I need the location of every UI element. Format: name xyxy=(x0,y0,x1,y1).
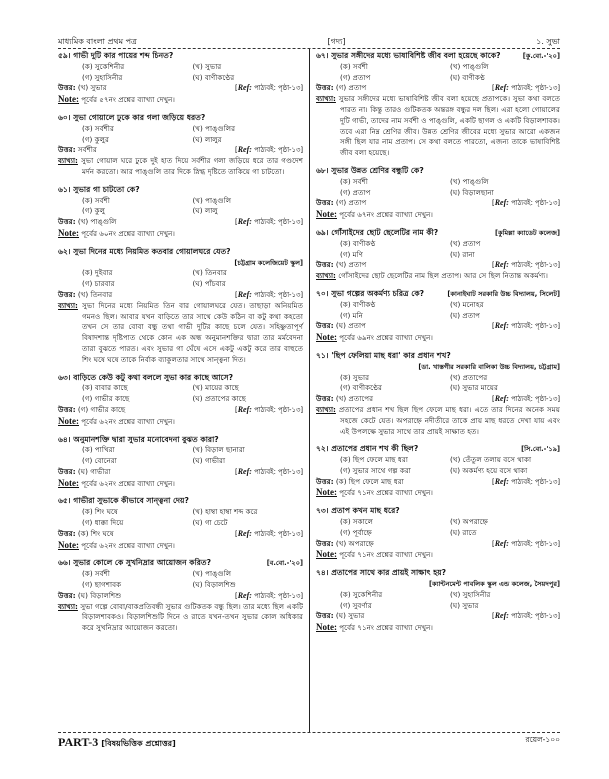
reference: [Ref: পাঠ্যবই: পৃষ্ঠা-১৩] xyxy=(235,466,303,476)
option: (ঘ) সুভার মায়ের xyxy=(450,383,498,393)
reference: [Ref: পাঠ্যবই: পৃষ্ঠা-১৩] xyxy=(492,394,560,404)
answer-row xyxy=(316,83,560,94)
right-column xyxy=(309,49,560,732)
option: (ঘ) রানা xyxy=(450,249,475,259)
reference: [Ref: পাঠ্যবই: পৃষ্ঠা-১৩] xyxy=(235,83,303,93)
option: (ক) সর্বশী xyxy=(340,176,368,186)
option: (ক) সর্বশী xyxy=(340,61,368,71)
footer-part: PART-3 [বিষয়ভিত্তিক প্রশ্নোত্তর] xyxy=(58,735,176,749)
question-item xyxy=(316,568,560,634)
options xyxy=(58,445,303,467)
note-text: পূর্বের ৭১নং প্রশ্নের ব্যাখ্যা দেখুন। xyxy=(339,550,433,560)
options xyxy=(316,517,560,539)
option: (ক) পাখিরা xyxy=(82,445,115,455)
options xyxy=(58,124,303,146)
question-title xyxy=(316,166,560,177)
question-text: সুভার গা চাটতো কে? xyxy=(73,184,140,194)
option: (ঘ) বাণীকণ্ঠের xyxy=(192,72,235,82)
option: (খ) সুহাসিনীর xyxy=(450,589,491,599)
question-item xyxy=(58,435,303,490)
answer-text: সর্বশীর xyxy=(77,145,97,155)
answer-row xyxy=(316,477,560,488)
question-source: [ডা. খাস্তগীর সরকারি বালিকা উচ্চ বিদ্যালয়, চট্টগ্রাম] xyxy=(418,362,560,371)
note-text: পূর্বের ৬২নং প্রশ্নের ব্যাখ্যা দেখুন। xyxy=(81,478,175,488)
answer-text: (ক) শিং ঘষে xyxy=(77,528,114,538)
option: (খ) পাঙ্গুলি xyxy=(192,195,232,205)
question-number: ৬৭। xyxy=(316,51,329,60)
reference: [Ref: পাঠ্যবই: পৃষ্ঠা-১৩] xyxy=(492,83,560,93)
option: (ঘ) গা চেটে xyxy=(192,518,228,528)
answer-row xyxy=(58,83,303,94)
options xyxy=(58,62,303,84)
question-number: ৫৯। xyxy=(58,51,71,60)
answer-row xyxy=(58,290,303,301)
answer-row xyxy=(316,539,560,550)
option: (ঘ) সুভার xyxy=(450,600,479,610)
note xyxy=(58,540,303,552)
reference: [Ref: পাঠ্যবই: পৃষ্ঠা-১৩] xyxy=(235,145,303,155)
option: (খ) বিড়াল ছানারা xyxy=(192,445,245,455)
explanation-label: ব্যাখ্যা: xyxy=(58,300,78,310)
option: (ঘ) লালু xyxy=(192,206,218,216)
question-item xyxy=(316,51,560,159)
note xyxy=(58,228,303,240)
question-source: [চট্টগ্রাম কলেজিয়েট স্কুল] xyxy=(234,258,303,267)
option: (ঘ) প্রতাপ xyxy=(450,310,481,320)
option: (ক) সুকেশিনীর xyxy=(82,61,125,71)
question-item xyxy=(58,51,303,106)
option: (খ) পাঙ্গুলি xyxy=(192,569,232,579)
option: (ঘ) বিড়ালশিশু xyxy=(192,580,236,590)
option: (গ) প্রতাপ xyxy=(340,187,371,197)
content-columns xyxy=(58,49,560,732)
question-source: [কুমিল্লা ক্যাডেট কলেজ] xyxy=(495,228,560,237)
question-item xyxy=(58,373,303,428)
page-header xyxy=(58,37,560,48)
answer-text: (খ) প্রতাপ xyxy=(335,260,367,270)
note-text: পূর্বের ৬৭নং প্রশ্নের ব্যাখ্যা দেখুন। xyxy=(339,210,433,220)
explanation-label: ব্যাখ্যা: xyxy=(316,94,336,104)
option: (গ) বোনেরা xyxy=(82,456,117,466)
answer-text: (গ) প্রতাপ xyxy=(335,198,367,208)
option: (ক) সুভার xyxy=(340,372,370,382)
option: (ক) শিং ঘষে xyxy=(82,507,118,517)
question-title xyxy=(316,289,560,300)
note xyxy=(58,478,303,490)
option: (ঘ) পাঁচবার xyxy=(192,279,226,289)
options xyxy=(316,177,560,199)
question-text: সুভা দিনের মধ্যে নিয়মিত কতবার গোয়ালঘরে যেত? xyxy=(73,246,231,256)
note-label: Note: xyxy=(58,227,79,238)
question-source: [কানাইঘাট সরকারি উচ্চ বিদ্যালয়, সিলেট] xyxy=(447,289,560,298)
question-number: ৭৩। xyxy=(316,506,329,516)
options xyxy=(316,373,560,395)
note-label: Note: xyxy=(316,332,337,343)
explanation xyxy=(58,602,303,634)
option: (ঘ) বিড়ালছানা xyxy=(450,187,494,197)
answer-text: (ঘ) বিড়ালশিশু xyxy=(77,590,122,600)
explanation-label: ব্যাখ্যা: xyxy=(58,601,78,611)
answer-label: উত্তর: xyxy=(58,145,76,155)
option: (গ) সুবর্ণার xyxy=(340,600,372,610)
question-number: ৭২। xyxy=(316,444,329,454)
question-text: প্রতাপ কখন মাছ ধরে? xyxy=(331,506,400,516)
reference: [Ref: পাঠ্যবই: পৃষ্ঠা-১৩] xyxy=(235,217,303,227)
question-title xyxy=(316,228,560,239)
answer-row xyxy=(316,260,560,271)
option: (ঘ) গাভীরা xyxy=(192,456,226,466)
options xyxy=(58,196,303,218)
question-item xyxy=(316,166,560,221)
note xyxy=(58,94,303,106)
option: (খ) মায়ের কাছে xyxy=(192,383,239,393)
option: (ক) ছিপ ফেলে মাছ ধরা xyxy=(340,455,408,465)
answer-label: উত্তর: xyxy=(58,404,76,414)
answer-label: উত্তর: xyxy=(316,321,334,331)
note xyxy=(58,416,303,428)
note xyxy=(316,549,560,561)
explanation xyxy=(316,271,560,282)
options xyxy=(316,455,560,477)
question-title xyxy=(58,51,303,62)
answer-row xyxy=(316,394,560,405)
answer-text: (ঘ) প্রতাপ xyxy=(335,321,366,331)
reference: [Ref: পাঠ্যবই: পৃষ্ঠা-১৩] xyxy=(235,289,303,299)
answer-row xyxy=(316,611,560,622)
option: (ঘ) রাতে xyxy=(450,527,477,537)
question-source: [সি.বো.-'১৯] xyxy=(521,445,560,454)
question-text: গোঁসাইদের ছোট ছেলেটির নাম কী? xyxy=(331,227,439,237)
question-title xyxy=(58,373,303,384)
option: (গ) মনি xyxy=(340,310,363,320)
note xyxy=(316,209,560,221)
answer-label: উত্তর: xyxy=(58,289,76,299)
question-number: ৬৫। xyxy=(58,496,71,506)
option: (গ) কুলু xyxy=(82,206,105,216)
reference: [Ref: পাঠ্যবই: পৃষ্ঠা-১৩] xyxy=(235,404,303,414)
explanation-text: প্রতাপের প্রধান শখ ছিল ছিপ ফেলে মাছ ধরা। এতে তার দিনের অনেক সময় সহজে কেটে যেত। অপরাহ্নে নদীতীরে তাকে প্রায় মাছ ধরতে দেখা যায় এবং এই উপলক্ষে সুভার সাথে তার প্রায়ই সাক্ষাত হত। xyxy=(338,404,560,436)
question-item xyxy=(316,351,560,437)
page-footer xyxy=(58,733,560,751)
option: (ক) দুইবার xyxy=(82,268,113,278)
question-text: সুভার সঙ্গীদের মধ্যে ভাষাবিশিষ্ট জীব বলা হয়েছে কাকে? xyxy=(331,51,501,60)
note xyxy=(316,622,560,634)
answer-text: (খ) পাঙ্গুলি xyxy=(77,217,117,227)
answer-label: উত্তর: xyxy=(316,476,334,486)
question-item xyxy=(58,496,303,551)
question-text: গাভী দুটি কার পায়ের শব্দ চিনত? xyxy=(73,51,174,60)
question-item xyxy=(58,247,303,366)
reference: [Ref: পাঠ্যবই: পৃষ্ঠা-১৩] xyxy=(235,528,303,538)
question-text: সুভার কোলে কে সুখনিদ্রার আয়োজন করিত? xyxy=(73,558,212,568)
question-number: ৭০। xyxy=(316,288,329,298)
option: (ক) সকালে xyxy=(340,517,374,527)
answer-text: (ক) ছিপ ফেলে মাছ ধরা xyxy=(335,476,404,486)
question-title xyxy=(58,558,303,569)
question-item xyxy=(58,558,303,634)
answer-label: উত্তর: xyxy=(316,611,334,621)
question-item xyxy=(58,185,303,240)
question-source: [ব.বো.-'২০] xyxy=(266,559,303,568)
note-text: পূর্বের ৭১নং প্রশ্নের ব্যাখ্যা দেখুন। xyxy=(339,488,433,498)
question-title xyxy=(58,435,303,446)
option: (খ) প্রতাপ xyxy=(450,238,481,248)
question-number: ৬৩। xyxy=(58,372,71,382)
option: (ঘ) লালুর xyxy=(192,134,222,144)
answer-label: উত্তর: xyxy=(58,528,76,538)
note-text: পূর্বের ৬৯নং প্রশ্নের ব্যাখ্যা দেখুন। xyxy=(339,333,433,343)
option: (গ) পূর্বাহ্নে xyxy=(340,527,372,537)
left-column xyxy=(58,49,309,732)
explanation-text: সুভা গল্পে বোবা/বাকপ্রতিবন্ধী সুভার গুটিকতক বন্ধু ছিল। তার মধ্যে ছিল একটি বিড়ালশাবকও। বিড়ালশিশুটি দিনে ও রাতে যখন-তখন সুভার কোল অধিকার করে সুখনিদ্রার আয়োজন করতো। xyxy=(80,601,303,633)
note-label: Note: xyxy=(58,477,79,488)
question-item xyxy=(316,289,560,344)
answer-text: (ঘ) সুভার xyxy=(335,611,365,621)
question-title xyxy=(58,247,303,258)
option: (খ) হাম্বা হাম্বা শব্দ করে xyxy=(192,507,258,517)
question-number: ৬০। xyxy=(58,112,71,122)
answer-label: উত্তর: xyxy=(316,83,334,93)
answer-row xyxy=(316,321,560,332)
question-text: প্রতাপের প্রধান শখ কী ছিল? xyxy=(331,444,419,454)
answer-text: (খ) তিনবার xyxy=(77,289,113,299)
option: (খ) পাঙ্গুলির xyxy=(192,123,236,133)
option: (খ) সুভার xyxy=(192,61,222,71)
option: (গ) সুহাসিনীর xyxy=(82,72,123,82)
option: (গ) ছাগশাবক xyxy=(82,580,122,590)
option: (খ) অপরাহ্নে xyxy=(450,517,488,527)
option: (ঘ) প্রতাপের কাছে xyxy=(192,394,247,404)
options xyxy=(316,62,560,84)
options xyxy=(58,268,303,290)
option: (খ) তেঁতুল তলায় বসে থাকা xyxy=(450,455,532,465)
answer-label: উত্তর: xyxy=(316,394,334,404)
note-text: পূর্বের ৫৭নং প্রশ্নের ব্যাখ্যা দেখুন। xyxy=(81,95,175,105)
question-number: ৭৪। xyxy=(316,568,329,578)
question-number: ৭১। xyxy=(316,350,329,360)
question-text: সুভা গোয়ালে ঢুকে কার গলা জড়িয়ে ধরত? xyxy=(73,112,206,122)
explanation-text: গোঁসাইদের ছোট ছেলেটির নাম ছিল প্রতাপ। আর সে ছিল নিতান্ত অকর্মণ্য। xyxy=(338,271,548,281)
answer-text: (ঘ) গাভীরা xyxy=(77,466,111,476)
question-title xyxy=(316,351,560,362)
note xyxy=(316,332,560,344)
options xyxy=(58,569,303,591)
explanation-label: ব্যাখ্যা: xyxy=(316,404,336,414)
question-text: গাভীরা সুভাকে কীভাবে সান্ত্বনা দেয়? xyxy=(73,496,189,506)
explanation xyxy=(316,94,560,159)
explanation-label: ব্যাখ্যা: xyxy=(316,271,336,281)
question-text: বাড়িতে কেউ কটু কথা বললে সুভা কার কাছে আসে? xyxy=(73,372,234,382)
question-item xyxy=(316,506,560,561)
question-number: ৬২। xyxy=(58,246,71,256)
answer-text: (খ) অপরাহ্নে xyxy=(335,538,374,548)
answer-text: (খ) সুভার xyxy=(77,83,107,93)
reference: [Ref: পাঠ্যবই: পৃষ্ঠা-১৩] xyxy=(492,321,560,331)
option: (গ) মণি xyxy=(340,249,363,259)
option: (খ) পাঙ্গুলি xyxy=(450,176,489,186)
note xyxy=(316,487,560,499)
question-source: [কু.বো.-'২০] xyxy=(522,52,560,60)
question-number: ৬১। xyxy=(58,184,71,194)
header-chapter: ১. সুভা xyxy=(536,37,560,46)
note-label: Note: xyxy=(58,415,79,426)
question-title xyxy=(58,496,303,507)
option: (গ) চারবার xyxy=(82,279,115,289)
note-text: পূর্বের ৬০নং প্রশ্নের ব্যাখ্যা দেখুন। xyxy=(81,228,175,238)
header-subject: মাধ্যমিক বাংলা প্রথম পত্র xyxy=(58,37,137,46)
options xyxy=(316,239,560,261)
question-text: প্রতাপের সাথে কার প্রায়ই সাক্ষাৎ হয়? xyxy=(331,568,447,578)
note-text: পূর্বের ৬২নং প্রশ্নের ব্যাখ্যা দেখুন। xyxy=(81,416,175,426)
option: (ক) সর্বশীর xyxy=(82,123,114,133)
note-label: Note: xyxy=(58,94,79,105)
answer-row xyxy=(58,529,303,540)
footer-page-number: রয়েল-১০০ xyxy=(525,735,560,744)
answer-label: উত্তর: xyxy=(58,217,76,227)
answer-row xyxy=(316,198,560,209)
options xyxy=(316,590,560,612)
note-label: Note: xyxy=(316,549,337,560)
option: (গ) গাভীর কাছে xyxy=(82,394,130,404)
option: (ক) বাবার কাছে xyxy=(82,383,128,393)
header-section: [গদ্য] xyxy=(327,37,346,46)
question-title xyxy=(58,113,303,124)
answer-label: উত্তর: xyxy=(316,260,334,270)
question-text: 'ছিপ ফেলিয়া মাছ ধরা' কার প্রধান শখ? xyxy=(331,350,451,360)
explanation xyxy=(58,156,303,178)
explanation-text: সুভা গোয়াল ঘরে ঢুকে দুই হাত দিয়ে সর্বশীর গলা জড়িয়ে ধরে তার গণ্ডদেশ মর্দন করতো। আর পাঙ্গুলি তার দিকে স্নিগ্ধ দৃষ্টিতে তাকিয়ে গা চাটতো। xyxy=(81,156,303,176)
answer-text: (গ) গাভীর কাছে xyxy=(77,404,126,414)
answer-row xyxy=(58,467,303,478)
answer-label: উত্তর: xyxy=(316,538,334,548)
reference: [Ref: পাঠ্যবই: পৃষ্ঠা-১৩] xyxy=(492,260,560,270)
question-item xyxy=(58,113,303,178)
explanation xyxy=(58,301,303,366)
option: (গ) ধাক্কা দিয়ে xyxy=(82,518,124,528)
answer-label: উত্তর: xyxy=(316,198,334,208)
question-title xyxy=(316,51,560,62)
option: (গ) প্রতাপ xyxy=(340,72,371,82)
explanation-label: ব্যাখ্যা: xyxy=(58,156,78,166)
reference: [Ref: পাঠ্যবই: পৃষ্ঠা-১৩] xyxy=(235,590,303,600)
question-text: সুভা গল্পের অকর্মণ্য চরিত্র কে? xyxy=(331,288,425,298)
question-item xyxy=(316,444,560,499)
reference: [Ref: পাঠ্যবই: পৃষ্ঠা-১৩] xyxy=(492,476,560,486)
reference: [Ref: পাঠ্যবই: পৃষ্ঠা-১৩] xyxy=(492,611,560,621)
answer-row xyxy=(58,145,303,156)
reference: [Ref: পাঠ্যবই: পৃষ্ঠা-১৩] xyxy=(492,198,560,208)
reference: [Ref: পাঠ্যবই: পৃষ্ঠা-১৩] xyxy=(492,538,560,548)
question-number: ৬৮। xyxy=(316,165,329,175)
question-title xyxy=(58,185,303,196)
question-title xyxy=(316,444,560,455)
note-text: পূর্বের ৬২নং প্রশ্নের ব্যাখ্যা দেখুন। xyxy=(81,540,175,550)
options xyxy=(316,300,560,322)
option: (খ) মনোহর xyxy=(450,299,484,309)
option: (ক) বাণীকণ্ঠ xyxy=(340,299,376,309)
answer-text: (খ) প্রতাপের xyxy=(335,394,374,404)
answer-label: উত্তর: xyxy=(58,466,76,476)
option: (ক) সর্বশী xyxy=(82,195,110,205)
question-title xyxy=(316,506,560,517)
document-page xyxy=(58,37,560,751)
option: (ক) বাণীকণ্ঠ xyxy=(340,238,376,248)
option: (গ) সুভার সাথে গল্প করা xyxy=(340,465,411,475)
question-number: ৬৪। xyxy=(58,434,71,444)
note-label: Note: xyxy=(58,539,79,550)
answer-text: (গ) প্রতাপ xyxy=(335,83,367,93)
option: (গ) কুলুর xyxy=(82,134,109,144)
option: (গ) বাণীকণ্ঠের xyxy=(340,383,382,393)
answer-label: উত্তর: xyxy=(58,590,76,600)
explanation-text: সুভার সঙ্গীদের মধ্যে ভাষাবিশিষ্ট জীব বলা হয়েছে প্রতাপকে। সুভা কথা বলতে পারত না। কিন্তু তারও গুটিকতক অন্তরঙ্গ বন্ধুর দল ছিল। এরা হলো গোয়ালের দুটি গাভী, তাদের নাম সর্বশী ও পাঙ্গুলি, একটি ছাগল ও একটি বিড়ালশাবক। তবে এরা নিম্ন শ্রেণির জীব। উন্নত শ্রেণির জীবের মধ্যে সুভার আরো একজন সঙ্গী ছিল যার নাম প্রতাপ। সে কথা বলতে পারতো, এজন্য তাকে ভাষাবিশিষ্ট জীব বলা হয়েছে। xyxy=(338,94,560,158)
question-item xyxy=(316,228,560,282)
option: (খ) প্রতাপের xyxy=(450,372,488,382)
option: (খ) পাঙ্গুলি xyxy=(450,61,489,71)
question-title xyxy=(316,568,560,579)
note-text: পূর্বের ৭১নং প্রশ্নের ব্যাখ্যা দেখুন। xyxy=(339,623,433,633)
answer-row xyxy=(58,217,303,228)
note-label: Note: xyxy=(316,487,337,498)
option: (ক) সর্বশী xyxy=(82,569,110,579)
question-number: ৬৯। xyxy=(316,227,329,237)
option: (ঘ) অকর্মণ্য হয়ে বসে থাকা xyxy=(450,465,528,475)
option: (খ) তিনবার xyxy=(192,268,227,278)
explanation xyxy=(316,405,560,437)
question-source: [ক্যান্টনমেন্ট পাবলিক স্কুল এন্ড কলেজ, সৈয়দপুর] xyxy=(428,580,560,589)
question-text: অনুমানশক্তি দ্বারা সুভার মনোবেদনা বুঝত কারা? xyxy=(73,434,219,444)
note-label: Note: xyxy=(316,622,337,633)
options xyxy=(58,507,303,529)
option: (ক) সুকেশিনীর xyxy=(340,589,383,599)
explanation-text: সুভা দিনের মধ্যে নিয়মিত তিন বার গোয়ালঘরে যেত। তাছাড়া অনিয়মিত গমনও ছিল। আবার যখন বাড়িতে তার সাথে কেউ কঠিন বা কটু কথা কহতো তখন সে তার বোবা বন্ধু তথা গাভী দুটির কাছে চলে যেত। সহিষ্ণুতাপূর্ণ বিষাদশান্ত দৃষ্টিপাত থেকে কোন এক অন্ধ অনুমানশক্তির দ্বারা তার মর্মবেদনা তারা বুঝতে পারত। এবং সুভার গা ঘেঁষে এসে একটু একটু করে তার বাহুতে শিং ঘষে ঘষে তাকে নির্বাক ব্যাকুলতার সাথে সান্ত্বনা দিত। xyxy=(82,300,303,364)
answer-label: উত্তর: xyxy=(58,83,76,93)
note-label: Note: xyxy=(316,209,337,220)
question-text: সুভার উন্নত শ্রেণির বন্ধুটি কে? xyxy=(331,165,424,175)
answer-row xyxy=(58,591,303,602)
question-number: ৬৬। xyxy=(58,558,71,568)
option: (ঘ) বাণীকণ্ঠ xyxy=(450,72,485,82)
answer-row xyxy=(58,405,303,416)
options xyxy=(58,383,303,405)
